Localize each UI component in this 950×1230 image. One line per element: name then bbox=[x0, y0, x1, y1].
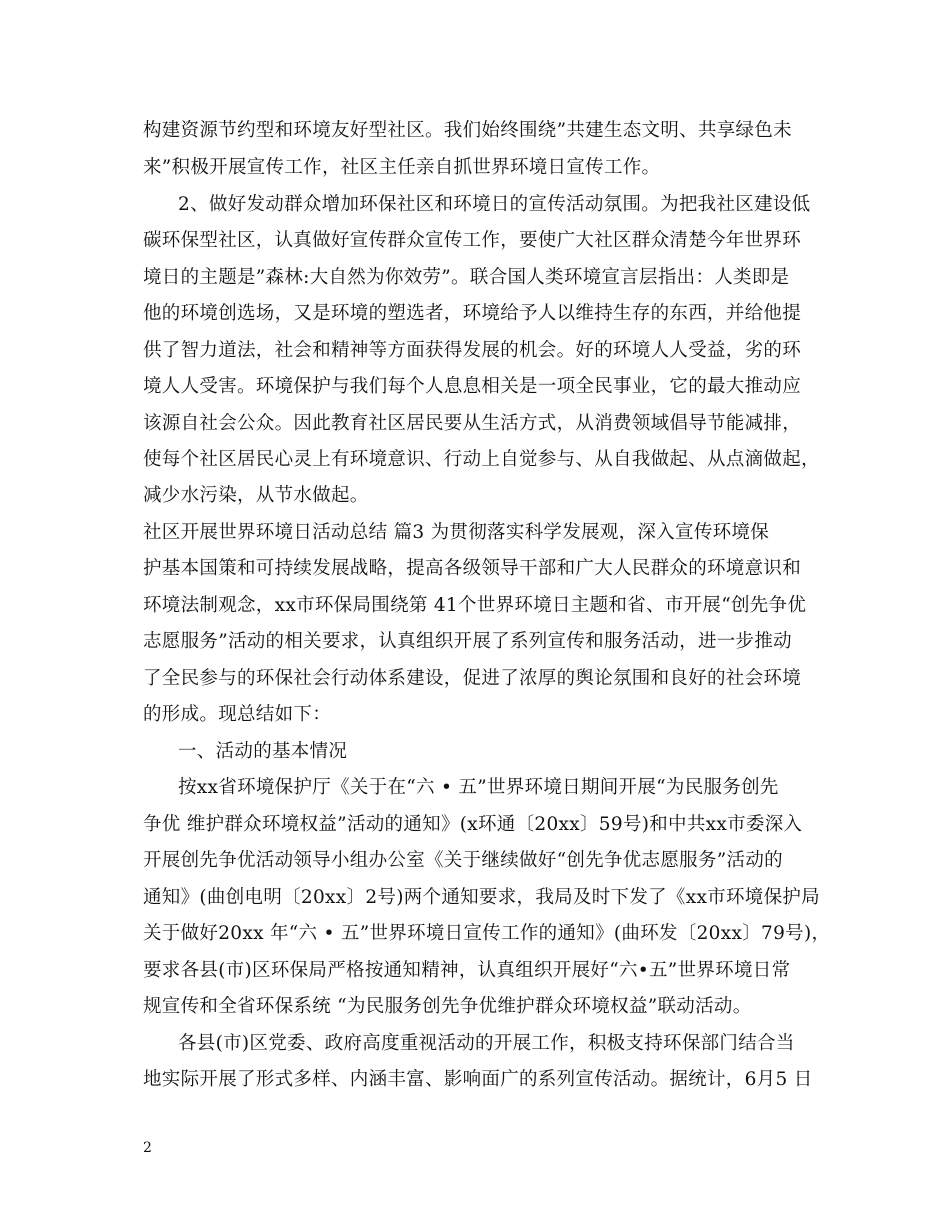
text-line: 他的环境创选场，又是环境的塑选者，环境给予人以维持生存的东西，并给他提 bbox=[143, 303, 802, 324]
text-line: 来”积极开展宣传工作，社区主任亲自抓世界环境日宣传工作。 bbox=[143, 157, 661, 178]
text-line: 环境法制观念，xx市环保局围绕第 41个世界环境日主题和省、市开展“创先争优 bbox=[143, 595, 807, 616]
text-line: 使每个社区居民心灵上有环境意识、行动上自觉参与、从自我做起、从点滴做起， bbox=[143, 449, 820, 470]
text-line: 争优 维护群众环境权益”活动的通知》(x环通〔20xx〕59号)和中共xx市委深入 bbox=[143, 814, 803, 835]
text-line: 按xx省环境保护厅《关于在“六 • 五”世界环境日期间开展“为民服务创先 bbox=[178, 777, 779, 798]
text-line: 规宣传和全省环保系统 “为民服务创先争优维护群众环境权益”联动活动。 bbox=[143, 996, 752, 1017]
text-line: 供了智力道法，社会和精神等方面获得发展的机会。好的环境人人受益，劣的环 bbox=[143, 340, 802, 361]
text-line: 开展创先争优活动领导小组办公室《关于继续做好“创先争优志愿服务”活动的 bbox=[143, 850, 783, 871]
text-line: 该源自社会公众。因此教育社区居民要从生活方式，从消费领域倡导节能减排， bbox=[143, 413, 802, 434]
text-line: 关于做好20xx 年“六 • 五”世界环境日宣传工作的通知》(曲环发〔20xx〕79号)， bbox=[143, 923, 831, 944]
subheading-line: 一、活动的基本情况 bbox=[178, 741, 348, 762]
text-line: 碳环保型社区，认真做好宣传群众宣传工作，要使广大社区群众清楚今年世界环 bbox=[143, 230, 802, 251]
text-line: 2、做好发动群众增加环保社区和环境日的宣传活动氛围。为把我社区建设低 bbox=[178, 194, 811, 215]
text-line: 护基本国策和可持续发展战略，提高各级领导干部和广大人民群众的环境意识和 bbox=[143, 558, 802, 579]
text-line: 志愿服务”活动的相关要求，认真组织开展了系列宣传和服务活动，进一步推动 bbox=[143, 631, 792, 652]
text-line: 减少水污染，从节水做起。 bbox=[143, 485, 369, 506]
text-line: 了全民参与的环保社会行动体系建设，促进了浓厚的舆论氛围和良好的社会环境 bbox=[143, 668, 802, 689]
text-line: 的形成。现总结如下： bbox=[143, 704, 332, 725]
text-line: 通知》(曲创电明〔20xx〕2号)两个通知要求，我局及时下发了《xx市环境保护局 bbox=[143, 887, 820, 908]
page-number: 2 bbox=[143, 1140, 152, 1156]
text-line: 要求各县(市)区环保局严格按通知精神，认真组织开展好“六•五”世界环境日常 bbox=[143, 960, 791, 981]
section-heading-line: 社区开展世界环境日活动总结 篇3 为贯彻落实科学发展观，深入宣传环境保 bbox=[143, 522, 770, 543]
text-line: 构建资源节约型和环境友好型社区。我们始终围绕”共建生态文明、共享绿色未 bbox=[143, 120, 792, 141]
text-line: 地实际开展了形式多样、内涵丰富、影响面广的系列宣传活动。据统计，6月5 日 bbox=[143, 1069, 813, 1090]
text-line: 各县(市)区党委、政府高度重视活动的开展工作，积极支持环保部门结合当 bbox=[178, 1033, 795, 1054]
text-line: 境人人受害。环境保护与我们每个人息息相关是一项全民事业，它的最大推动应 bbox=[143, 376, 802, 397]
text-line: 境日的主题是”森林:大自然为你效劳”。联合国人类环境宣言层指出：人类即是 bbox=[143, 267, 790, 288]
